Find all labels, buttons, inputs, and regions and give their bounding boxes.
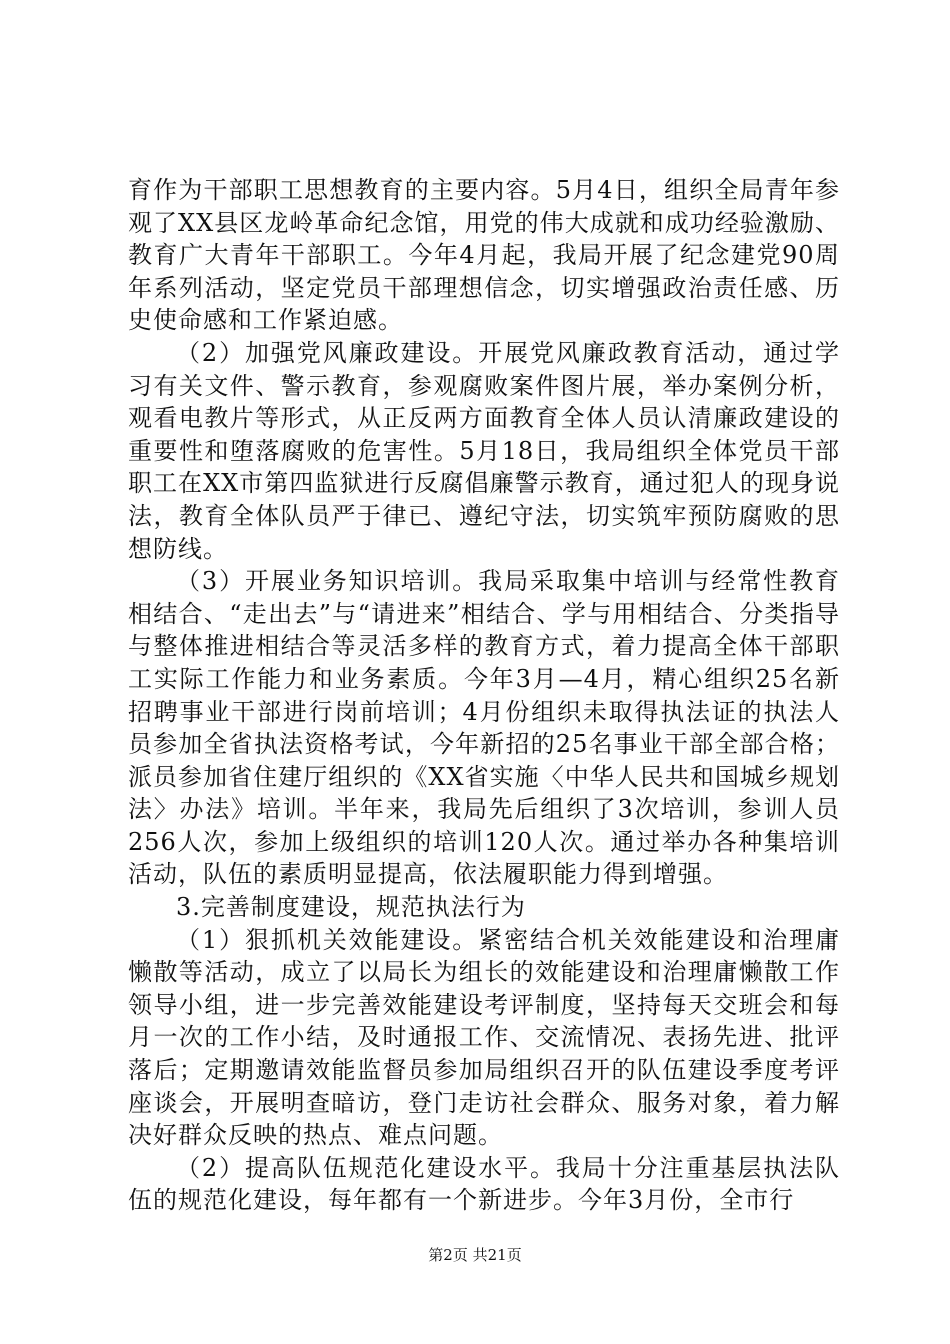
paragraph-training: （3）开展业务知识培训。我局采取集中培训与经常性教育相结合、“走出去”与“请进来”相结合、学与用相结合、分类指导与整体推进相结合等灵活多样的教育方式，着力提高全体干部职工实际工作能力和业务素质。今年3月—4月，精心组织25名新招聘事业干部进行岗前培训；4月份组织未取得执法证的执法人员参加全省执法资格考试，今年新招的25名事业干部全部合格；派员参加省住建厅组织的《XX省实施〈中华人民共和国城乡规划法〉办法》培训。半年来，我局先后组织了3次培训，参训人员256人次，参加上级组织的培训120人次。通过举办各种集培训活动，队伍的素质明显提高，依法履职能力得到增强。 — [128, 567, 840, 889]
paragraph-anti-corruption: （2）加强党风廉政建设。开展党风廉政教育活动，通过学习有关文件、警示教育，参观腐败案件图片展，举办案例分析，观看电教片等形式，从正反两方面教育全体人员认清廉政建设的重要性和堕落腐败的危害性。5月18日，我局组织全体党员干部职工在XX市第四监狱进行反腐倡廉警示教育，通过犯人的现身说法，教育全体队员严于律已、遵纪守法，切实筑牢预防腐败的思想防线。 — [128, 338, 840, 563]
paragraph-continuation: 育作为干部职工思想教育的主要内容。5月4日，组织全局青年参观了XX县区龙岭革命纪念馆，用党的伟大成就和成功经验激励、教育广大青年干部职工。今年4月起，我局开展了纪念建党90周年系列活动，坚定党员干部理想信念，切实增强政治责任感、历史使命感和工作紧迫感。 — [128, 176, 840, 335]
paragraph-efficiency: （1）狠抓机关效能建设。紧密结合机关效能建设和治理庸懒散等活动，成立了以局长为组长的效能建设和治理庸懒散工作领导小组，进一步完善效能建设考评制度，坚持每天交班会和每月一次的工作小结，及时通报工作、交流情况、表扬先进、批评落后；定期邀请效能监督员参加局组织召开的队伍建设季度考评座谈会，开展明查暗访，登门走访社会群众、服务对象，着力解决好群众反映的热点、难点问题。 — [128, 925, 840, 1150]
paragraph-standardization: （2）提高队伍规范化建设水平。我局十分注重基层执法队伍的规范化建设，每年都有一个新进步。今年3月份，全市行 — [128, 1153, 840, 1215]
page-number-footer: 第2页 共21页 — [428, 1246, 522, 1264]
section-heading: 3.完善制度建设，规范执法行为 — [176, 893, 526, 922]
document-body — [128, 174, 840, 1217]
